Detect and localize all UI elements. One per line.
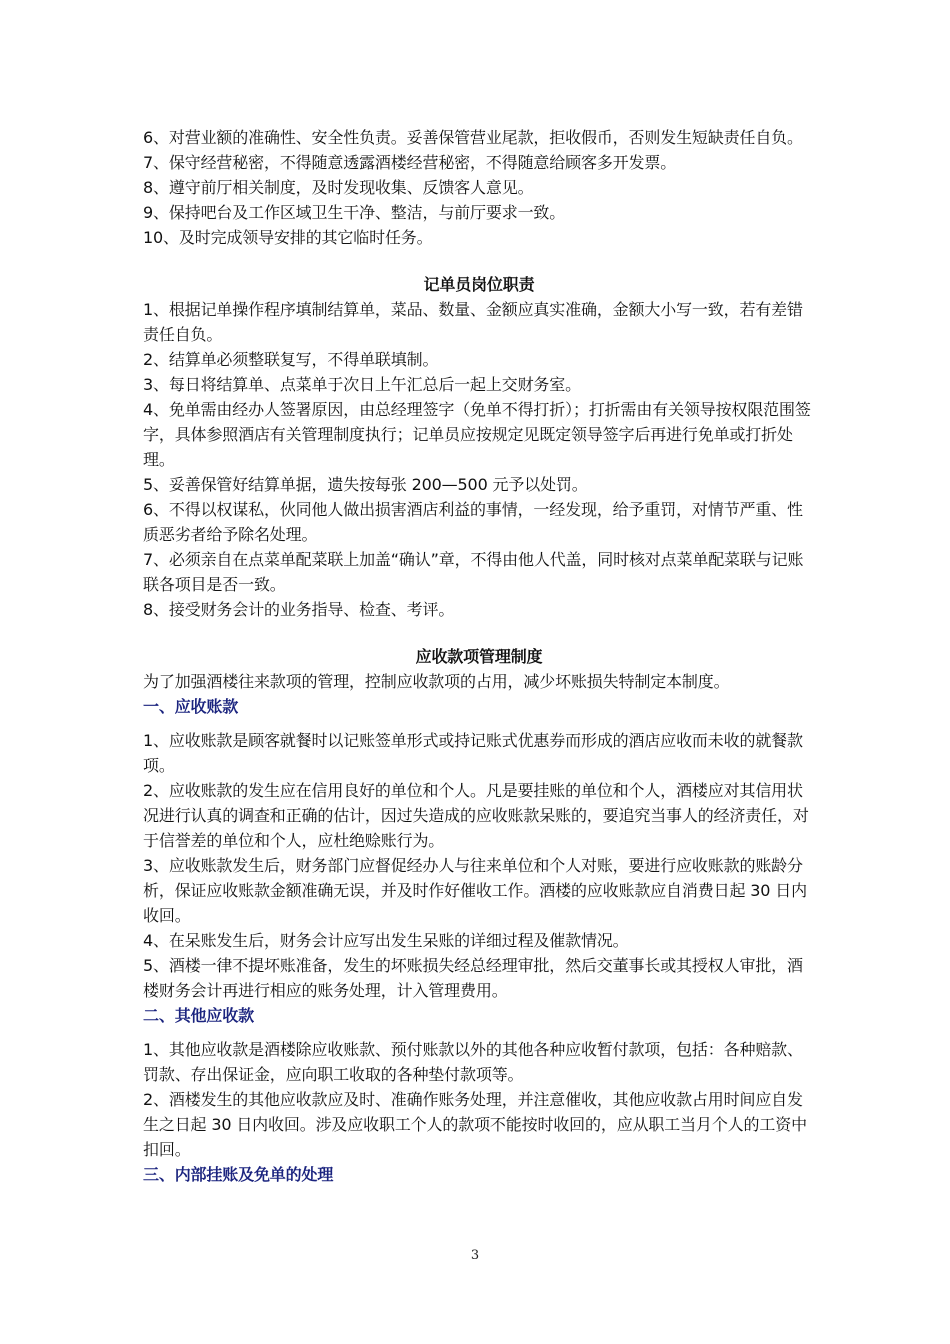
section-title: 记单员岗位职责 (423, 275, 535, 294)
paragraph: 2、应收账款的发生应在信用良好的单位和个人。凡是要挂账的单位和个人，酒楼应对其信用状况进行认真的调查和正确的估计，因过失造成的应收账款呆账的，要追究当事人的经济责任，对于信誉差的单位和个人，应杜绝赊账行为。 (143, 781, 809, 850)
paragraph: 3、应收账款发生后，财务部门应督促经办人与往来单位和个人对账，要进行应收账款的账龄分析，保证应收账款金额准确无误，并及时作好催收工作。酒楼的应收账款应自消费日起 30 日内收回。 (143, 856, 807, 925)
subsection-heading: 三、内部挂账及免单的处理 (143, 1165, 334, 1184)
paragraph: 2、结算单必须整联复写，不得单联填制。 (143, 350, 439, 369)
paragraph: 8、接受财务会计的业务指导、检查、考评。 (143, 600, 455, 619)
subsection-heading: 二、其他应收款 (143, 1006, 254, 1025)
paragraph: 6、对营业额的准确性、安全性负责。妥善保管营业尾款，拒收假币，否则发生短缺责任自负。 (143, 128, 803, 147)
document-body (143, 125, 815, 1187)
intro-paragraph: 为了加强酒楼往来款项的管理，控制应收款项的占用，减少坏账损失特制定本制度。 (143, 672, 730, 691)
paragraph: 7、必须亲自在点菜单配菜联上加盖“确认”章，不得由他人代盖，同时核对点菜单配菜联与记账联各项目是否一致。 (143, 550, 804, 594)
paragraph: 2、酒楼发生的其他应收款应及时、准确作账务处理，并注意催收，其他应收款占用时间应自发生之日起 30 日内收回。涉及应收职工个人的款项不能按时收回的，应从职工当月个人的工资中扣回。 (143, 1090, 807, 1159)
receivables-section (143, 644, 815, 1187)
paragraph: 4、在呆账发生后，财务会计应写出发生呆账的详细过程及催款情况。 (143, 931, 629, 950)
page-number: 3 (470, 1248, 480, 1263)
paragraph: 1、根据记单操作程序填制结算单，菜品、数量、金额应真实准确，金额大小写一致，若有差错责任自负。 (143, 300, 803, 344)
paragraph: 10、及时完成领导安排的其它临时任务。 (143, 228, 433, 247)
paragraph: 5、酒楼一律不提坏账准备，发生的坏账损失经总经理审批，然后交董事长或其授权人审批，酒楼财务会计再进行相应的账务处理，计入管理费用。 (143, 956, 803, 1000)
recorder-duties-section (143, 272, 815, 622)
paragraph: 5、妥善保管好结算单据，遗失按每张 200—500 元予以处罚。 (143, 475, 588, 494)
section-title: 应收款项管理制度 (415, 647, 543, 666)
subsection-heading: 一、应收账款 (143, 697, 239, 716)
paragraph: 1、其他应收款是酒楼除应收账款、预付账款以外的其他各种应收暂付款项，包括：各种赔款、罚款、存出保证金，应向职工收取的各种垫付款项等。 (143, 1040, 803, 1084)
paragraph: 6、不得以权谋私，伙同他人做出损害酒店利益的事情，一经发现，给予重罚，对情节严重、性质恶劣者给予除名处理。 (143, 500, 803, 544)
cashier-duties-continued (143, 125, 815, 250)
paragraph: 7、保守经营秘密，不得随意透露酒楼经营秘密，不得随意给顾客多开发票。 (143, 153, 677, 172)
paragraph: 9、保持吧台及工作区域卫生干净、整洁，与前厅要求一致。 (143, 203, 566, 222)
paragraph: 8、遵守前厅相关制度，及时发现收集、反馈客人意见。 (143, 178, 534, 197)
paragraph: 1、应收账款是顾客就餐时以记账签单形式或持记账式优惠券而形成的酒店应收而未收的就餐款项。 (143, 731, 803, 775)
paragraph: 3、每日将结算单、点菜单于次日上午汇总后一起上交财务室。 (143, 375, 581, 394)
paragraph: 4、免单需由经办人签署原因，由总经理签字（免单不得打折）；打折需由有关领导按权限范围签字，具体参照酒店有关管理制度执行；记单员应按规定见既定领导签字后再进行免单或打折处理。 (143, 400, 811, 469)
